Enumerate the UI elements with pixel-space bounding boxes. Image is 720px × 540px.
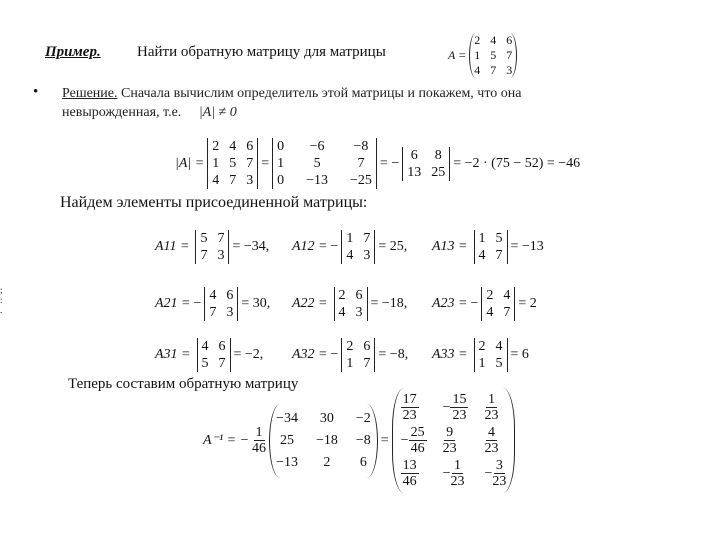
entry-sign: − [442,466,451,481]
matrix-cell: 25 [431,164,446,180]
cofactor-label: A33 = [432,347,468,362]
cofactor-value: = 6 [510,347,529,362]
matrix-cell: 0 [277,173,285,188]
matrix-cell: 3 [246,173,254,188]
cofactor-value: = −18, [370,296,408,311]
entry-num: 3 [495,458,503,473]
cofactor-sign: − [330,347,339,362]
cofactor-minor [334,287,368,321]
adjugate-matrix [269,404,378,478]
matrix-cell: 1 [478,356,486,371]
entry-den: 23 [492,474,507,489]
matrix-a-grid [469,33,517,78]
entry-num: 17 [402,392,417,407]
matrix-cell: 7 [209,305,217,320]
matrix-cell: 4 [474,63,481,77]
matrix-cell: 3 [226,305,234,320]
matrix-cell: 5 [495,231,503,246]
solution-line-1 [62,86,521,102]
example-label: Пример. [45,44,101,60]
matrix-cell: 7 [363,356,371,371]
matrix-cell: 4 [486,305,494,320]
cofactor-31 [155,338,263,372]
matrix-cell: 2 [486,288,494,303]
cofactor-label: A22 = [292,296,328,311]
matrix-cell: 3 [363,248,371,263]
matrix-cell: 7 [506,48,513,62]
det-matrix-3 [402,147,450,181]
entry-num: 13 [402,458,417,473]
matrix-cell: 6 [506,33,513,47]
nondegenerate-condition: |A| ≠ 0 [198,105,237,120]
matrix-cell: 6 [246,139,254,154]
inverse-entry [401,425,427,456]
matrix-cell: 5 [495,356,503,371]
matrix-cell: 4 [495,339,503,354]
matrix-cell: 3 [506,63,513,77]
inverse-entry [443,458,469,489]
matrix-cell: −8 [353,139,369,154]
entry-fraction [450,458,464,489]
matrix-cell: 7 [229,173,237,188]
entry-fraction [443,425,457,456]
entry-fraction [409,425,427,456]
matrix-cell: 7 [363,231,371,246]
cofactor-label: A31 = [155,347,191,362]
matrix-cell: 1 [212,156,220,171]
cofactor-label: A13 = [432,239,468,254]
cofactor-minor [197,338,231,372]
inverse-formula [203,388,515,493]
matrix-cell: 3 [217,248,225,263]
matrix-cell: 6 [363,339,371,354]
matrix-cell: 6 [359,454,367,470]
matrix-cell: 13 [407,164,422,180]
matrix-cell: 8 [434,147,442,163]
matrix-cell: −25 [350,173,372,188]
det-lhs: |A| = [175,155,205,171]
det-matrix-2 [272,138,377,189]
determinant-calc [175,138,580,189]
inverse-entry [443,425,469,456]
cofactor-minor [474,230,508,264]
inverse-entry [484,425,506,456]
matrix-cell: 7 [200,248,208,263]
inverse-entry [484,458,506,489]
matrix-cell: 4 [503,288,511,303]
det-eq-2: = − [379,155,400,171]
inverse-entry [401,392,427,423]
inverse-eq: = [380,432,389,448]
cofactor-33 [432,338,529,372]
cofactor-sign: − [470,296,479,311]
entry-fraction [401,458,419,489]
matrix-cell: 1 [346,356,354,371]
cofactor-value: = −8, [378,347,409,362]
matrix-cell: 25 [280,432,294,448]
matrix-cell: 4 [209,288,217,303]
matrix-cell: −18 [315,432,338,448]
matrix-cell: 5 [313,156,321,171]
cofactor-label: A23 = [432,296,468,311]
entry-den: 46 [410,441,425,456]
matrix-cell: 5 [201,356,209,371]
inverse-entry [401,458,427,489]
entry-den: 23 [484,408,499,423]
inverse-entry [484,392,506,423]
matrix-cell: 5 [490,48,497,62]
solution-text: Сначала вычислим определитель этой матрицы и покажем, что она [117,86,522,101]
matrix-cell: 7 [503,305,511,320]
entry-den: 46 [402,474,417,489]
inverse-heading: Теперь составим обратную матрицу [68,376,299,392]
matrix-cell: 4 [478,248,486,263]
matrix-cell: 5 [229,156,237,171]
cofactor-minor [204,287,238,321]
matrix-cell: 7 [218,356,226,371]
cofactor-label: A11 = [155,239,190,254]
matrix-cell: 6 [355,288,363,303]
entry-den: 23 [402,408,417,423]
solution-label: Решение. [62,86,118,101]
matrix-cell: 1 [478,231,486,246]
coef-fraction [252,425,266,456]
matrix-cell: 5 [200,231,208,246]
cofactor-sign: − [193,296,202,311]
entry-fraction [484,425,498,456]
matrix-cell: 7 [217,231,225,246]
cofactor-value: = −2, [233,347,264,362]
matrix-cell: −8 [355,432,371,448]
entry-num: 1 [453,458,461,473]
solution-line-2-text: невырожденная, т.е. [62,105,182,120]
inverse-lhs: A⁻¹ = − [203,433,250,448]
det-matrix-1 [207,138,258,189]
det-result: = −2 · (75 − 52) = −46 [453,155,581,171]
solution-line-2 [62,105,237,121]
task-text: Найти обратную матрицу для матрицы [137,44,386,60]
matrix-cell: 7 [246,156,254,171]
cofactor-minor [195,230,229,264]
entry-fraction [484,392,498,423]
cofactor-11 [155,230,269,264]
entry-sign: − [442,400,451,415]
cofactor-label: A12 = [292,239,328,254]
cofactor-value: = −34, [232,239,270,254]
matrix-cell: 0 [277,139,285,154]
cofactor-21 [155,287,270,321]
matrix-cell: −34 [276,410,298,426]
matrix-cell: 7 [357,156,365,171]
inverse-result-matrix [392,388,516,493]
matrix-cell: 4 [490,33,497,47]
cofactor-minor [341,230,375,264]
matrix-cell: 7 [495,248,503,263]
coef-num: 1 [255,425,263,440]
coef-den: 46 [252,441,267,456]
cofactor-minor [474,338,508,372]
matrix-cell: 7 [490,63,497,77]
matrix-cell: 6 [226,288,234,303]
entry-num: 15 [452,392,467,407]
side-marks: ; : . [0,285,3,315]
matrix-cell: 1 [474,48,481,62]
matrix-cell: 2 [323,454,331,470]
cofactor-32 [292,338,408,372]
matrix-cell: 4 [346,248,354,263]
matrix-cell: 4 [338,305,346,320]
entry-num: 9 [446,425,454,440]
entry-sign: − [484,466,493,481]
matrix-cell: −13 [276,454,298,470]
inverse-entry [443,392,469,423]
matrix-cell: −6 [309,139,325,154]
entry-sign: − [400,433,409,448]
entry-den: 23 [450,474,465,489]
matrix-cell: 6 [218,339,226,354]
adj-heading: Найдем элементы присоединенной матрицы: [60,194,368,211]
matrix-a-label: A = [448,48,467,62]
entry-num: 25 [410,425,425,440]
matrix-cell: 4 [201,339,209,354]
cofactor-value: = 25, [378,239,408,254]
cofactor-13 [432,230,544,264]
cofactor-value: = 30, [241,296,271,311]
entry-num: 4 [487,425,495,440]
cofactor-label: A21 = [155,296,191,311]
det-eq: = [261,155,270,171]
entry-fraction [401,392,419,423]
matrix-cell: −2 [355,410,371,426]
matrix-cell: 1 [277,156,285,171]
entry-fraction [450,392,468,423]
bullet: • [33,84,39,100]
matrix-cell: 3 [355,305,363,320]
entry-den: 23 [484,441,499,456]
cofactor-sign: − [330,239,339,254]
cofactor-minor [341,338,375,372]
matrix-a [448,33,517,78]
entry-den: 23 [442,441,457,456]
matrix-cell: 2 [474,33,481,47]
matrix-cell: 2 [212,139,220,154]
matrix-cell: 4 [229,139,237,154]
matrix-cell: 2 [338,288,346,303]
cofactor-label: A32 = [292,347,328,362]
cofactor-value: = −13 [510,239,544,254]
matrix-cell: −13 [306,173,329,188]
matrix-cell: 30 [319,410,334,426]
cofactor-minor [481,287,515,321]
cofactor-12 [292,230,407,264]
entry-fraction [492,458,506,489]
entry-num: 1 [487,392,495,407]
matrix-cell: 2 [346,339,354,354]
entry-den: 23 [452,408,467,423]
cofactor-23 [432,287,537,321]
cofactor-22 [292,287,407,321]
matrix-cell: 1 [346,231,354,246]
matrix-cell: 2 [478,339,486,354]
matrix-cell: 6 [410,147,418,163]
matrix-cell: 4 [212,173,220,188]
cofactor-value: = 2 [518,296,537,311]
